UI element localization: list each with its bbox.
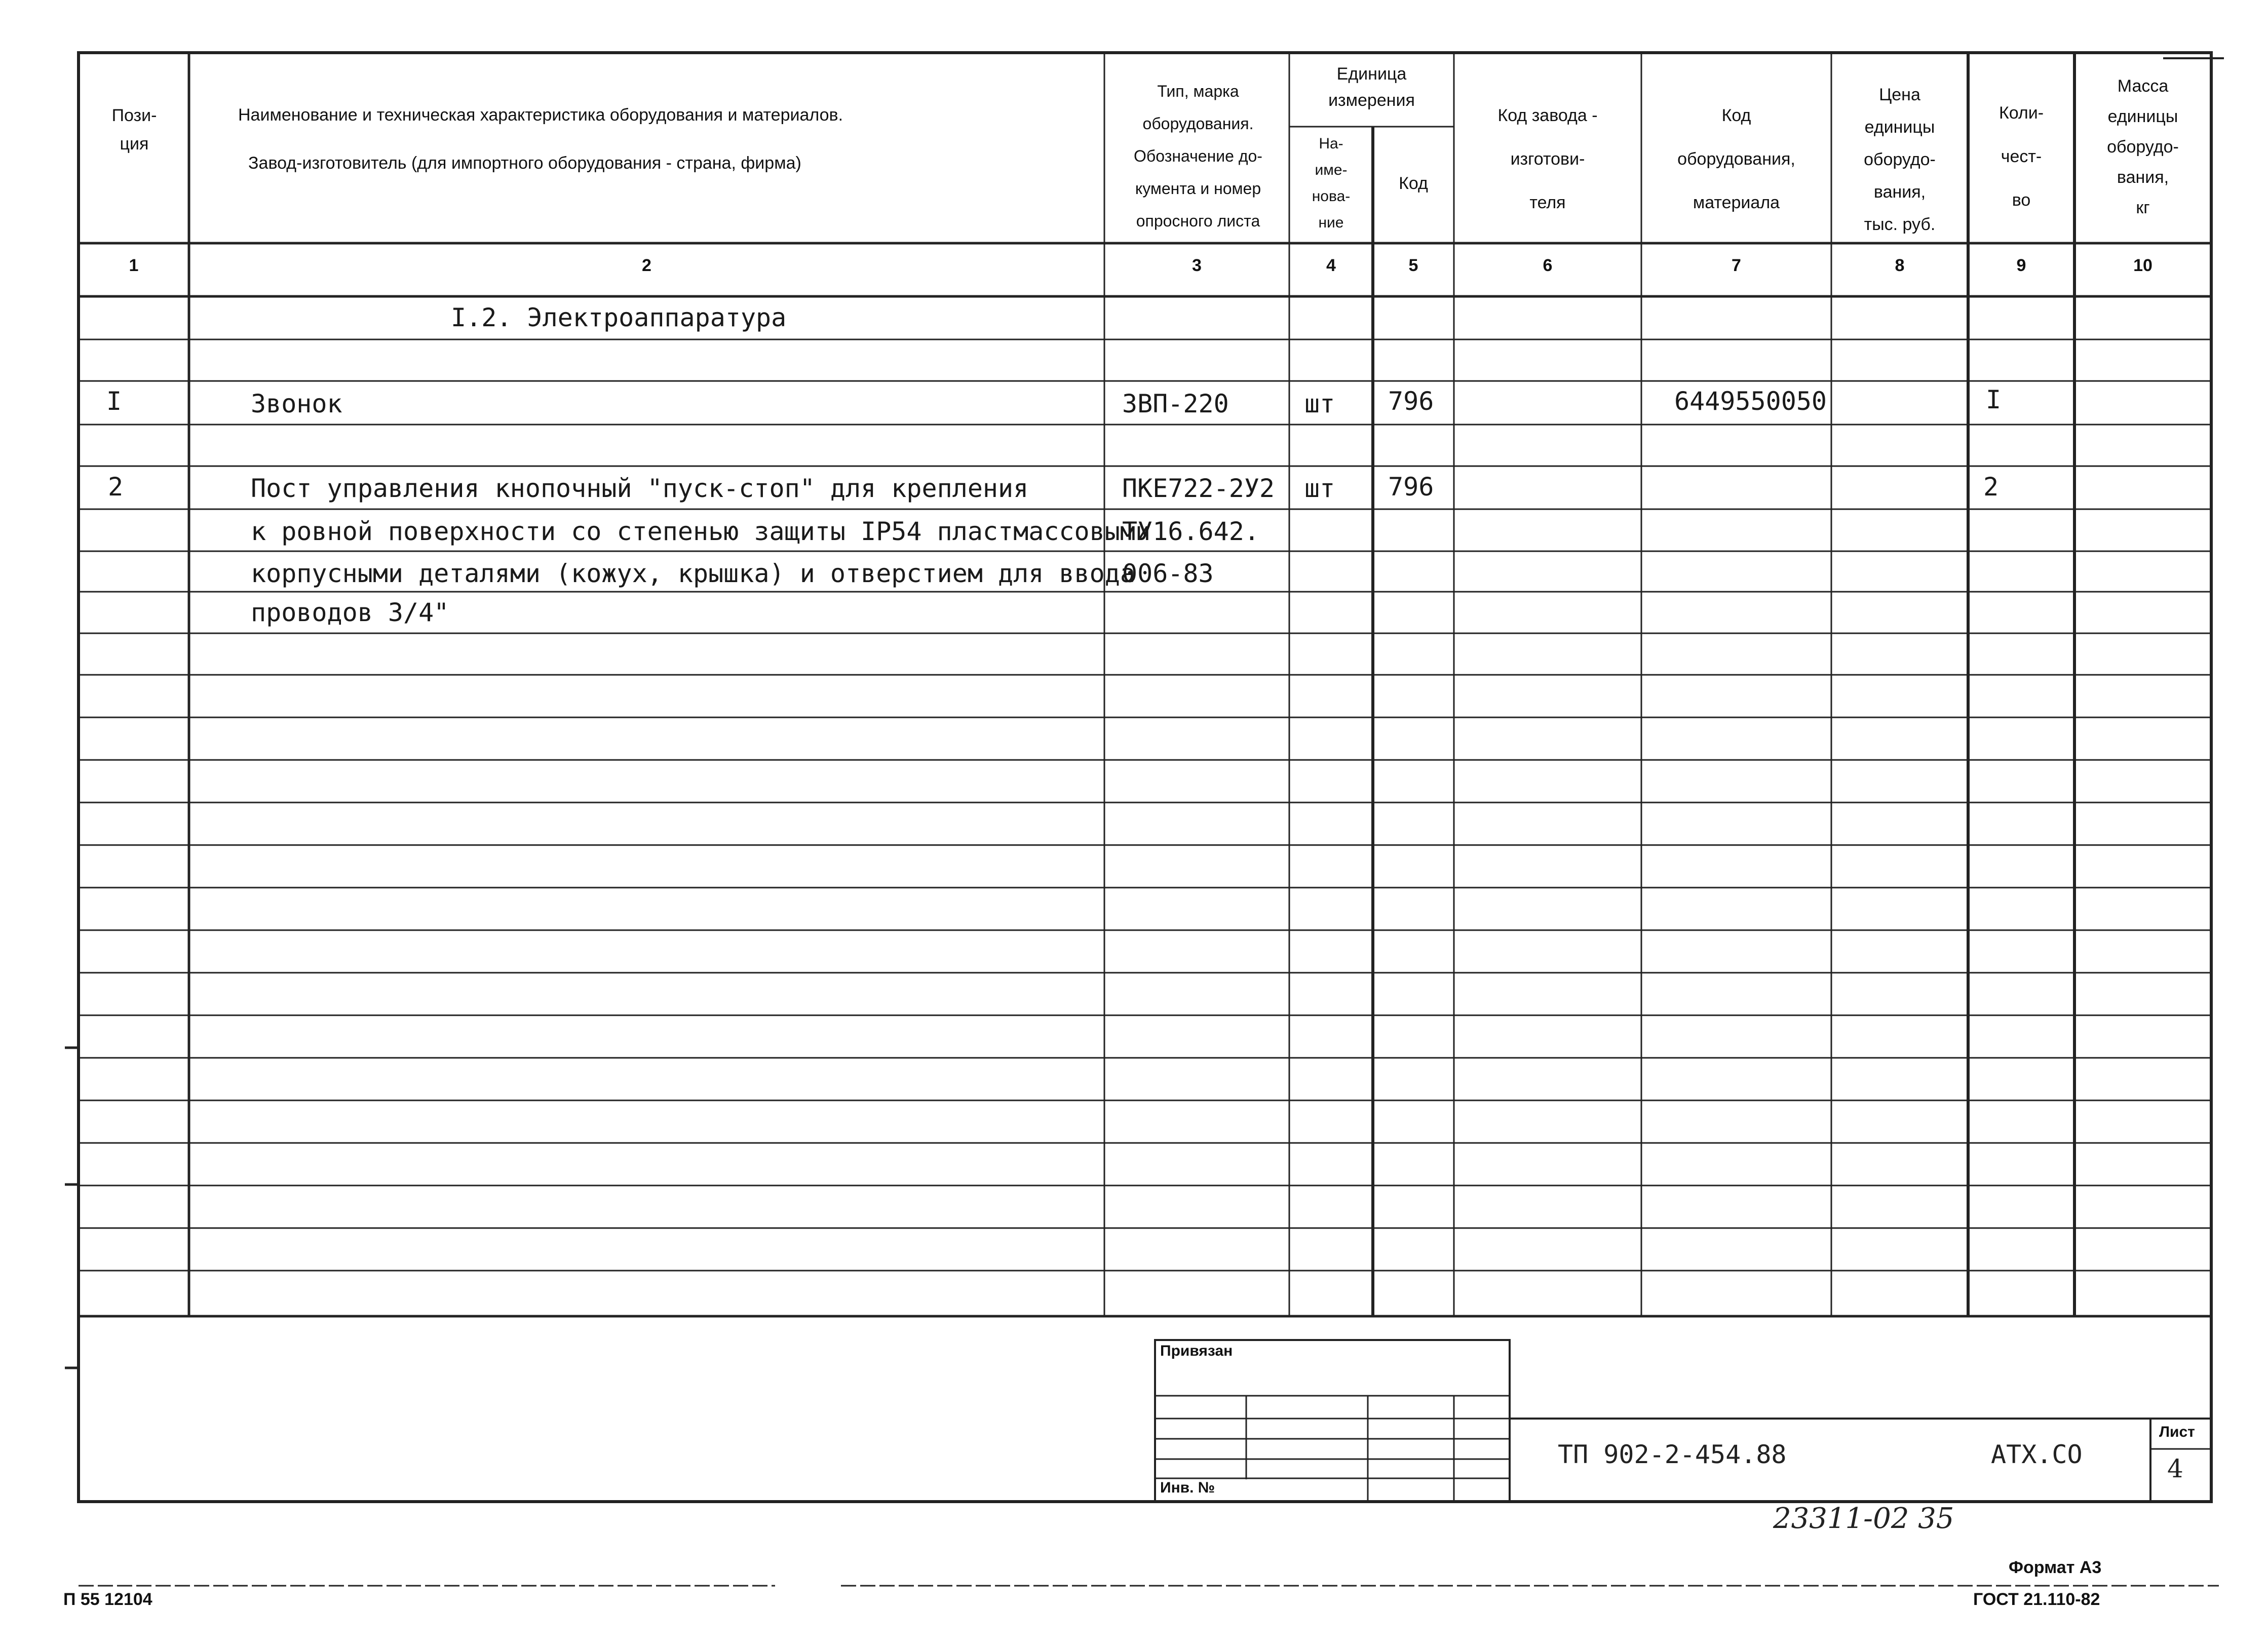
row2-type-3: 006-83 — [1122, 559, 1214, 588]
header-quantity: Коли- чест- во — [1998, 103, 2044, 210]
format-label: Формат А3 — [2009, 1558, 2102, 1577]
row1-type: ЗВП-220 — [1122, 389, 1229, 418]
sheet-number: 4 — [2167, 1454, 2183, 1483]
header-unit: Единица измерения — [1328, 64, 1415, 110]
left-code: П 55 12104 — [63, 1590, 152, 1609]
row2-type-1: ПКЕ722-2У2 — [1122, 474, 1275, 503]
header-unit-name: На- име- нова- ние — [1312, 135, 1351, 231]
colnum-1: 1 — [129, 256, 139, 275]
colnum-9: 9 — [2016, 256, 2026, 275]
colnum-7: 7 — [1732, 256, 1741, 275]
colnum-3: 3 — [1192, 256, 1202, 275]
colnum-2: 2 — [642, 256, 651, 275]
stamp-privyazan: Привязан — [1160, 1343, 1233, 1359]
header-mass: Масса единицы оборудо- вания, кг — [2107, 76, 2179, 217]
row1-name: Звонок — [251, 389, 342, 418]
gost-label: ГОСТ 21.110-82 — [1973, 1590, 2100, 1609]
header-unit-code: Код — [1399, 174, 1428, 193]
row1-quantity: I — [1986, 385, 2002, 414]
stamp-inv: Инв. № — [1160, 1479, 1215, 1496]
header-type: Тип, марка оборудования. Обозначение до- кумента и номер опросного листа — [1134, 82, 1262, 230]
row1-material-code: 6449550050 — [1674, 387, 1827, 416]
row2-name-4: проводов 3/4" — [251, 598, 449, 627]
header-factory-code: Код завода - изготови- теля — [1497, 106, 1598, 212]
header-price: Цена единицы оборудо- вания, тыс. руб. — [1864, 85, 1936, 234]
header-position: Пози- ция — [111, 106, 157, 154]
colnum-8: 8 — [1895, 256, 1905, 275]
sheet-label: Лист — [2159, 1424, 2195, 1440]
colnum-10: 10 — [2133, 256, 2152, 275]
row2-type-2: ТУ16.642. — [1122, 517, 1259, 546]
colnum-4: 4 — [1326, 256, 1336, 275]
row1-unit-code: 796 — [1388, 387, 1434, 416]
section-title: I.2. Электроаппаратура — [451, 303, 787, 332]
document-mark: АТХ.СО — [1991, 1440, 2083, 1469]
row1-unit: шт — [1304, 389, 1335, 418]
document-code: ТП 902-2-454.88 — [1558, 1440, 1787, 1469]
handwritten-number: 23311-02 35 — [1773, 1502, 1954, 1535]
row2-unit: шт — [1304, 474, 1335, 503]
row2-unit-code: 796 — [1388, 472, 1434, 502]
row2-position: 2 — [108, 472, 124, 502]
row1-position: I — [106, 387, 122, 416]
colnum-6: 6 — [1543, 256, 1553, 275]
row2-quantity: 2 — [1983, 472, 1999, 502]
row2-name-1: Пост управления кнопочный "пуск-стоп" для крепления — [251, 474, 1029, 503]
colnum-5: 5 — [1408, 256, 1418, 275]
row2-name-2: к ровной поверхности со степенью защиты IP54 пластмассовыми — [251, 517, 1151, 546]
header-material-code: Код оборудования, материала — [1677, 106, 1795, 212]
header-name-line2: Завод-изготовитель (для импортного оборудования - страна, фирма) — [248, 154, 801, 173]
row2-name-3: корпусными деталями (кожух, крышка) и отверстием для ввода — [251, 559, 1135, 588]
header-name-line1: Наименование и техническая характеристика оборудования и материалов. — [238, 105, 843, 125]
